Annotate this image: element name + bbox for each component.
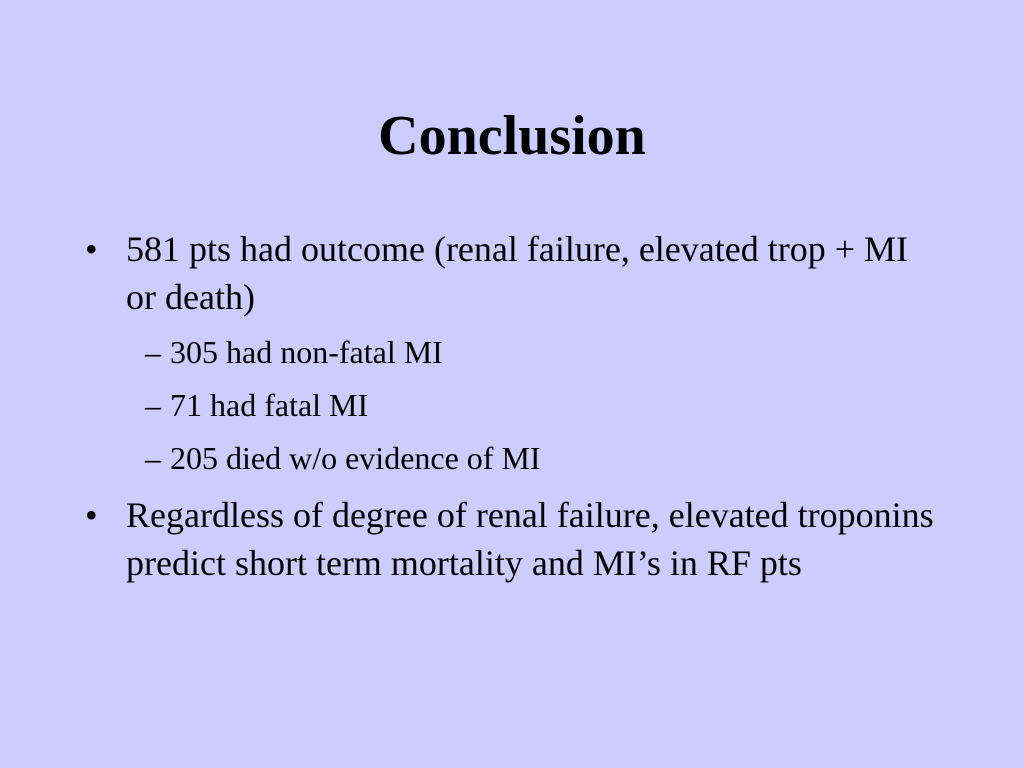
sub-bullet-text: 305 had non-fatal MI [170, 334, 443, 370]
bullet-item [85, 491, 945, 587]
bullet-text: 581 pts had outcome (renal failure, elevated trop + MI or death) [126, 229, 909, 317]
sub-bullet-item [85, 326, 945, 379]
sub-bullet-item [85, 379, 945, 432]
bullet-list [85, 225, 945, 587]
sub-bullet-text: 71 had fatal MI [170, 387, 369, 423]
bullet-item [85, 225, 945, 321]
bullet-marker: • [85, 495, 98, 535]
sub-bullet-marker: – [145, 387, 161, 423]
sub-bullet-marker: – [145, 334, 161, 370]
sub-bullet-item [85, 432, 945, 485]
sub-bullet-text: 205 died w/o evidence of MI [170, 440, 541, 476]
bullet-text: Regardless of degree of renal failure, elevated troponins predict short term mortality and MI’s in RF pts [126, 495, 934, 583]
bullet-marker: • [85, 229, 98, 269]
sub-bullet-marker: – [145, 440, 161, 476]
slide-title: Conclusion [378, 105, 646, 167]
sub-bullet-list [85, 326, 945, 485]
